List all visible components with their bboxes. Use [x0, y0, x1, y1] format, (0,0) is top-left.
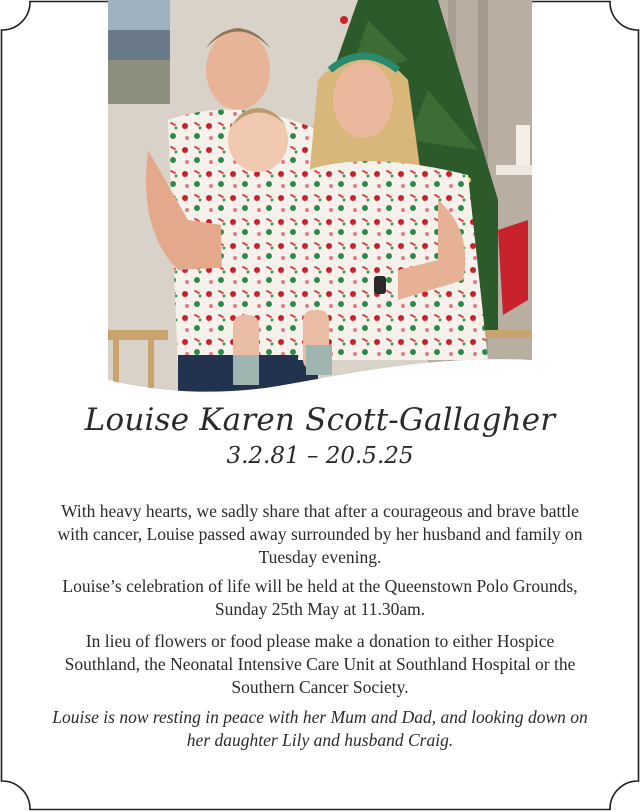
announcement-paragraph: With heavy hearts, we sadly share that after a courageous and brave battle with cancer, Louise passed away surrounded by her husband and family on Tuesday evening. [57, 501, 583, 567]
life-dates: 3.2.81 – 20.5.25 [226, 443, 414, 469]
closing-message: Louise is now resting in peace with her Mum and Dad, and looking down on her daughter Lily and husband Craig. [52, 707, 588, 750]
family-photo [108, 0, 532, 392]
donation-request: In lieu of flowers or food please make a donation to either Hospice Southland, the Neonatal Intensive Care Unit at Southland Hospital or the Southern Cancer Society. [64, 631, 576, 697]
deceased-name: Louise Karen Scott-Gallagher [84, 402, 556, 438]
celebration-details: Louise’s celebration of life will be held at the Queenstown Polo Grounds, Sunday 25th May at 11.30am. [62, 576, 578, 619]
